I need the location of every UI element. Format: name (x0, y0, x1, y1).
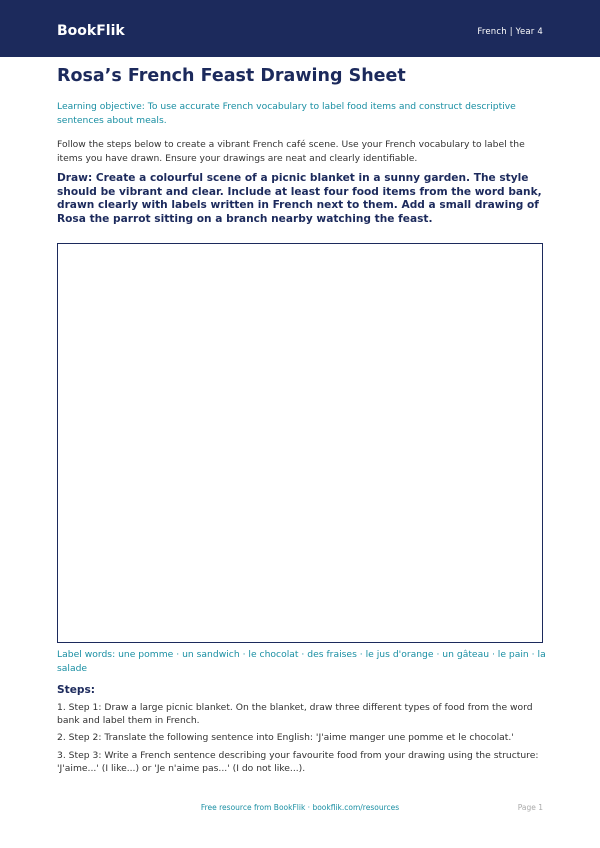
page-header (0, 0, 600, 57)
step-item: 3. Step 3: Write a French sentence describing your favourite food from your drawing using the structure: 'J'aime...' (I like...) or 'Je n'aime pas...' (I do not like...). (57, 749, 539, 774)
drawing-area[interactable] (57, 243, 543, 643)
draw-instruction: Draw: Create a colourful scene of a picnic blanket in a sunny garden. The style should be vibrant and clear. Include at least four food items from the word bank, drawn clearly with labels written in French next to them. Add a small drawing of Rosa the parrot sitting on a branch nearby watching the feast. (57, 172, 542, 225)
learning-objective: Learning objective: To use accurate French vocabulary to label food items and construct descriptive sentences about meals. (57, 101, 516, 126)
footer-resource-link[interactable]: Free resource from BookFlik · bookflik.com/resources (200, 803, 400, 812)
step-item: 2. Step 2: Translate the following sentence into English: 'J'aime manger une pomme et le chocolat.' (57, 732, 514, 744)
steps-list (57, 701, 547, 779)
step-item: 1. Step 1: Draw a large picnic blanket. On the blanket, draw three different types of food from the word bank and label them in French. (57, 702, 533, 727)
intro-text: Follow the steps below to create a vibrant French café scene. Use your French vocabulary to label the items you have drawn. Ensure your drawings are neat and clearly identifiable. (57, 139, 525, 164)
page-title: Rosa’s French Feast Drawing Sheet (57, 66, 406, 86)
word-bank: Label words: une pomme · un sandwich · le chocolat · des fraises · le jus d'orange · un gâteau · le pain · la salade (57, 649, 546, 674)
brand-logo-text[interactable]: BookFlik (57, 23, 125, 39)
page-number: Page 1 (517, 803, 543, 812)
steps-heading: Steps: (57, 684, 96, 696)
subject-year-label: French | Year 4 (477, 27, 543, 37)
